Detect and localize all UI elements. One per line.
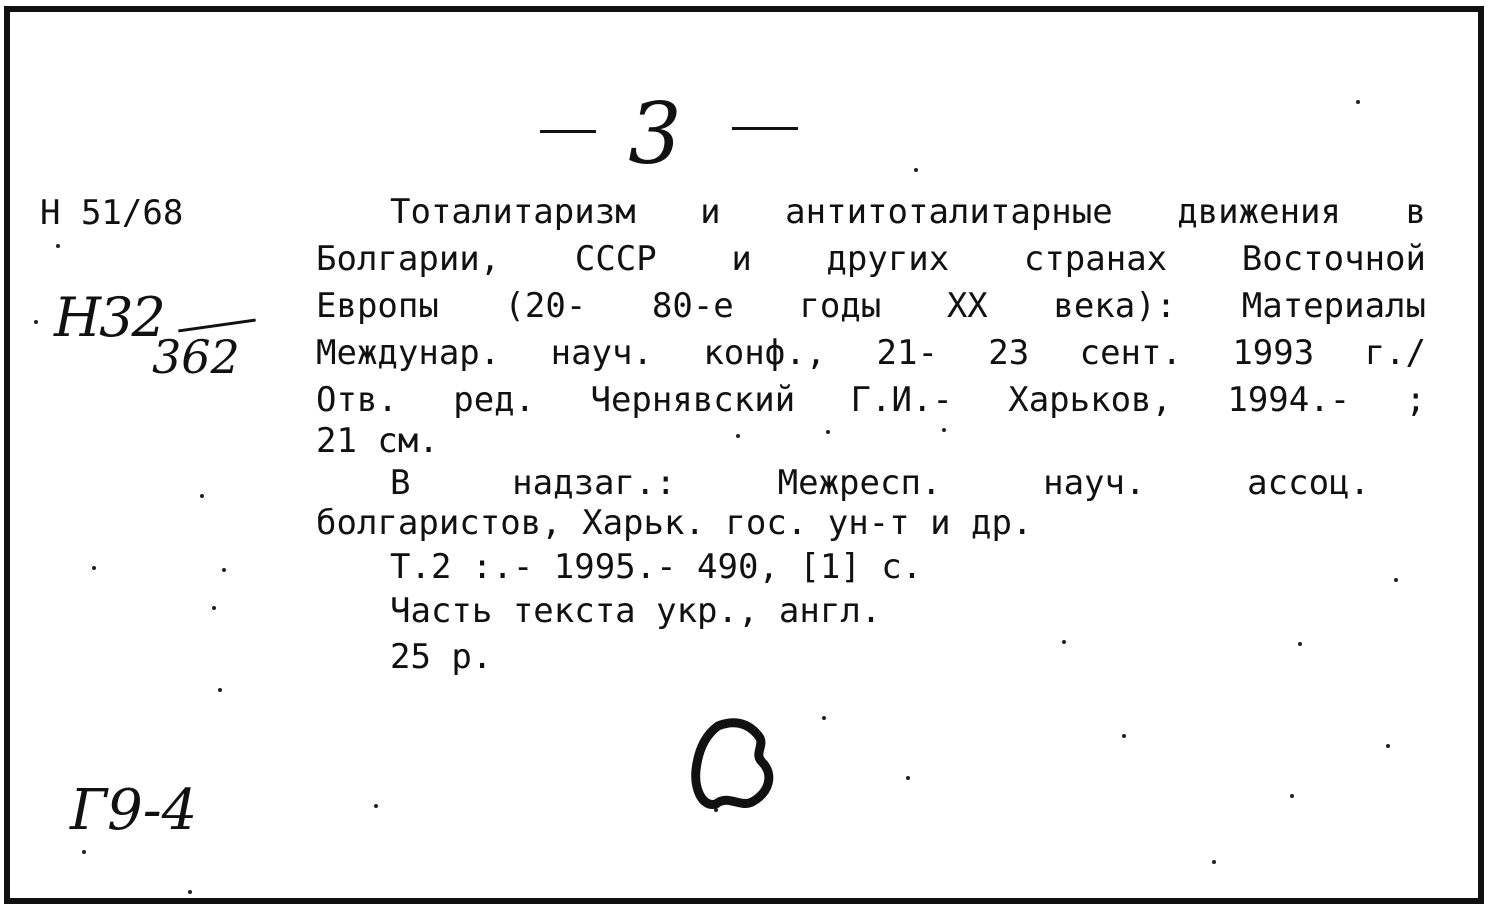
title-line: Тоталитаризм и антитоталитарные движения в [390,192,1426,232]
speck [222,568,226,572]
title-line: Отв. ред. Чернявский Г.И.- Харьков, 1994.- ; [316,380,1426,420]
speck [736,434,740,438]
handwritten-code-sub: 362 [152,330,240,384]
speck [1394,578,1398,582]
speck [1290,794,1294,798]
page-number: 3 [628,85,682,183]
speck [1212,860,1216,864]
language-line: Часть текста укр., англ. [390,591,882,631]
speck [906,776,910,780]
speck [942,428,946,432]
note-line: В надзаг.: Межресп. науч. ассоц. [390,463,1370,503]
speck [56,244,60,248]
speck [914,168,918,172]
speck [1356,100,1360,104]
speck [1298,642,1302,646]
page-number-dash-right [732,127,798,130]
speck [200,494,204,498]
speck [188,890,192,894]
handwritten-bottom-note: Г9-4 [70,778,198,843]
speck [1122,734,1126,738]
note-line: болгаристов, Харьк. гос. ун-т и др. [316,503,1033,543]
title-line: Европы (20- 80-е годы XX века): Материалы [316,286,1426,326]
speck [1062,640,1066,644]
shelf-mark: Н 51/68 [40,193,184,233]
speck [714,808,718,812]
stamp-outline [690,718,800,818]
price-line: 25 р. [390,637,493,677]
title-line: Междунар. науч. конф., 21- 23 сент. 1993 г./ [316,333,1426,373]
speck [82,850,86,854]
title-line: Болгарии, СССР и других странах Восточной [316,239,1426,279]
volume-line: Т.2 :.- 1995.- 490, [1] с. [390,547,923,587]
speck [374,804,378,808]
speck [218,688,222,692]
title-line: 21 см. [316,421,439,461]
handwritten-code-main: Н32 [54,286,164,349]
speck [826,430,830,434]
speck [92,566,96,570]
speck [212,606,216,610]
speck [822,716,826,720]
page-number-dash-left [540,130,596,133]
speck [34,320,38,324]
speck [1386,744,1390,748]
